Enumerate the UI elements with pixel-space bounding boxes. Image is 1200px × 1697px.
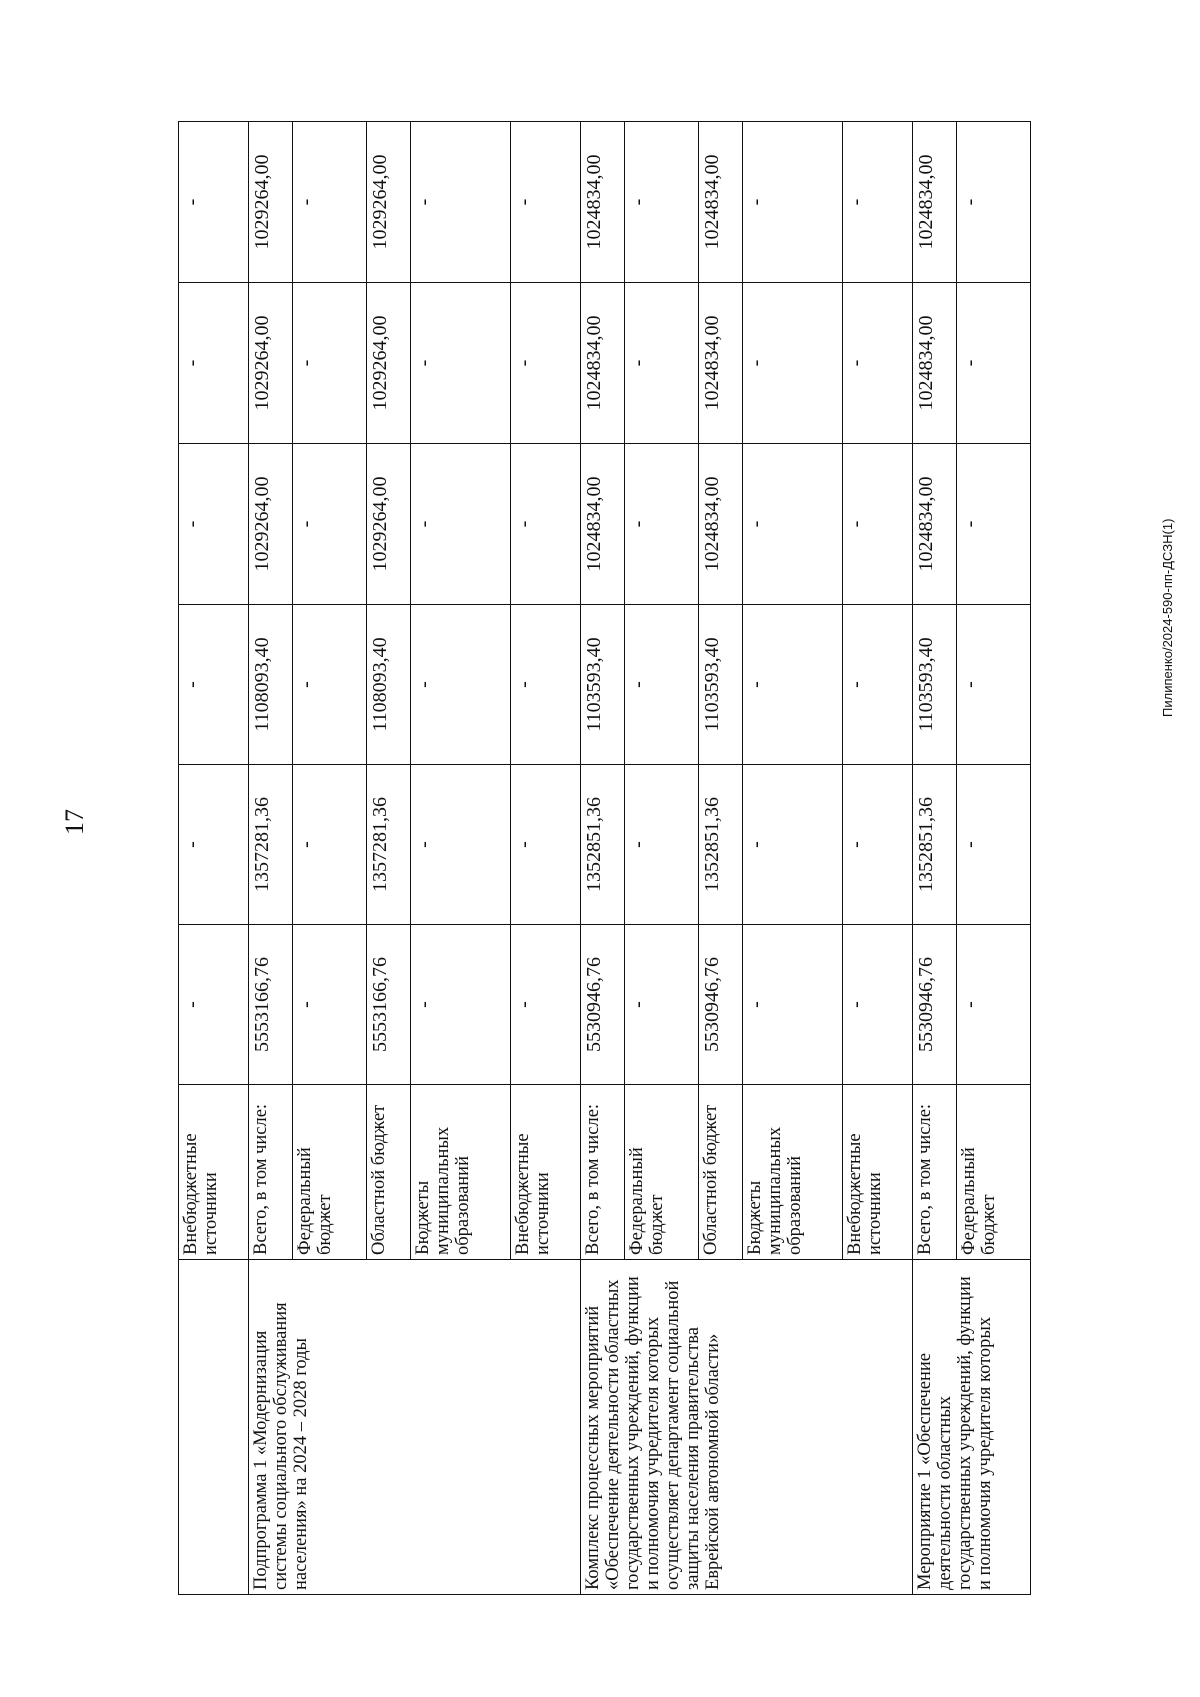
program-cell: Подпрограмма 1 «Модернизация системы социального обслуживания населения» на 2024 – 2028 годы [249, 1260, 581, 1595]
value-cell: - [843, 765, 913, 925]
source-cell: Всего, в том числе: [249, 1085, 293, 1260]
document-code-footer: Пилипенко/2024-590-пп-ДСЗН(1) [1160, 518, 1175, 717]
value-cell: - [843, 925, 913, 1085]
value-cell: - [411, 444, 511, 605]
value-cell: - [179, 122, 249, 283]
value-cell: - [411, 605, 511, 765]
program-cell [179, 1260, 249, 1595]
table-row [249, 122, 293, 1595]
source-cell: Бюджеты муниципальных образований [743, 1085, 843, 1260]
table-row [179, 122, 249, 1595]
value-cell: - [179, 925, 249, 1085]
value-cell: 1103593,40 [581, 605, 625, 765]
value-cell: - [625, 605, 699, 765]
value-cell: 1103593,40 [913, 605, 957, 765]
value-cell: - [743, 283, 843, 444]
value-cell: 1357281,36 [249, 765, 293, 925]
value-cell: - [743, 605, 843, 765]
value-cell: - [957, 444, 1031, 605]
value-cell: - [625, 925, 699, 1085]
value-cell: - [411, 765, 511, 925]
source-cell: Федеральный бюджет [957, 1085, 1031, 1260]
source-cell: Внебюджетные источники [179, 1085, 249, 1260]
value-cell: 1029264,00 [249, 122, 293, 283]
value-cell: 5553166,76 [249, 925, 293, 1085]
value-cell: - [179, 605, 249, 765]
value-cell: - [179, 444, 249, 605]
value-cell: - [293, 605, 367, 765]
value-cell: 1108093,40 [367, 605, 411, 765]
value-cell: - [957, 122, 1031, 283]
value-cell: 1024834,00 [913, 283, 957, 444]
source-cell: Всего, в том числе: [581, 1085, 625, 1260]
source-cell: Внебюджетные источники [511, 1085, 581, 1260]
value-cell: 1029264,00 [367, 122, 411, 283]
value-cell: - [743, 444, 843, 605]
value-cell: 5553166,76 [367, 925, 411, 1085]
value-cell: 1024834,00 [699, 283, 743, 444]
value-cell: 1352851,36 [699, 765, 743, 925]
value-cell: - [293, 122, 367, 283]
value-cell: - [511, 765, 581, 925]
value-cell: 1108093,40 [249, 605, 293, 765]
value-cell: 1024834,00 [581, 122, 625, 283]
value-cell: - [843, 122, 913, 283]
value-cell: 1029264,00 [249, 444, 293, 605]
value-cell: 1024834,00 [913, 122, 957, 283]
value-cell: 1024834,00 [581, 444, 625, 605]
value-cell: 1357281,36 [367, 765, 411, 925]
value-cell: 1029264,00 [367, 283, 411, 444]
value-cell: - [625, 283, 699, 444]
value-cell: 1103593,40 [699, 605, 743, 765]
value-cell: 5530946,76 [699, 925, 743, 1085]
value-cell: - [843, 605, 913, 765]
value-cell: - [957, 283, 1031, 444]
value-cell: - [511, 122, 581, 283]
source-cell: Внебюджетные источники [843, 1085, 913, 1260]
value-cell: - [743, 122, 843, 283]
value-cell: - [411, 122, 511, 283]
value-cell: 1024834,00 [699, 122, 743, 283]
value-cell: - [843, 444, 913, 605]
value-cell: - [511, 283, 581, 444]
source-cell: Федеральный бюджет [293, 1085, 367, 1260]
value-cell: - [743, 925, 843, 1085]
value-cell: 5530946,76 [581, 925, 625, 1085]
value-cell: - [843, 283, 913, 444]
source-cell: Федеральный бюджет [625, 1085, 699, 1260]
value-cell: - [179, 283, 249, 444]
value-cell: - [511, 925, 581, 1085]
table-row [913, 122, 957, 1595]
value-cell: - [957, 765, 1031, 925]
table-row [581, 122, 625, 1595]
value-cell: - [743, 765, 843, 925]
value-cell: - [957, 605, 1031, 765]
value-cell: 1352851,36 [581, 765, 625, 925]
value-cell: - [511, 605, 581, 765]
value-cell: - [293, 444, 367, 605]
value-cell: 1029264,00 [249, 283, 293, 444]
source-cell: Областной бюджет [367, 1085, 411, 1260]
page-number: 17 [60, 809, 89, 835]
value-cell: - [625, 444, 699, 605]
budget-table [178, 121, 1031, 1595]
value-cell: 1024834,00 [699, 444, 743, 605]
value-cell: - [957, 925, 1031, 1085]
value-cell: - [293, 283, 367, 444]
value-cell: - [411, 283, 511, 444]
value-cell: 1024834,00 [581, 283, 625, 444]
value-cell: - [293, 765, 367, 925]
value-cell: - [293, 925, 367, 1085]
program-cell: Комплекс процессных мероприятий «Обеспечение деятельности областных государственных учреждений, функции и полномочия учредителя которых осуществляет департамент социальной защиты населения правительства Еврейской автономной области» [581, 1260, 913, 1595]
program-cell: Мероприятие 1 «Обеспечение деятельности областных государственных учреждений, функции и полномочия учредителя которых [913, 1260, 1031, 1595]
value-cell: 1029264,00 [367, 444, 411, 605]
value-cell: - [179, 765, 249, 925]
value-cell: 1352851,36 [913, 765, 957, 925]
value-cell: - [411, 925, 511, 1085]
source-cell: Областной бюджет [699, 1085, 743, 1260]
value-cell: - [625, 122, 699, 283]
value-cell: 5530946,76 [913, 925, 957, 1085]
value-cell: - [625, 765, 699, 925]
source-cell: Всего, в том числе: [913, 1085, 957, 1260]
value-cell: - [511, 444, 581, 605]
source-cell: Бюджеты муниципальных образований [411, 1085, 511, 1260]
value-cell: 1024834,00 [913, 444, 957, 605]
